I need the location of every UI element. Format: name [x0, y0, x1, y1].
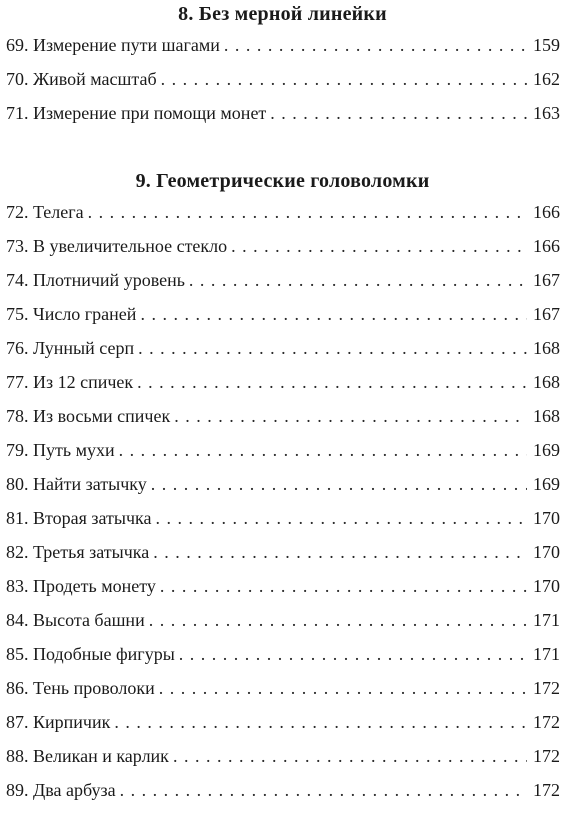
entry-page-number: 159: [533, 35, 560, 55]
toc-entry: [6, 67, 560, 91]
entry-title: [6, 778, 116, 802]
entry-number: 70.: [6, 69, 29, 89]
entry-page-number: 167: [533, 270, 560, 290]
entry-label: Живой масштаб: [33, 69, 157, 89]
entry-title: [6, 268, 185, 292]
entry-number: 88.: [6, 746, 29, 766]
entry-page-number: 172: [533, 712, 560, 732]
entry-number: 83.: [6, 576, 29, 596]
entry-label: Подобные фигуры: [33, 644, 175, 664]
entry-title: [6, 574, 156, 598]
toc-entry: [6, 234, 560, 258]
entry-label: Число граней: [33, 304, 137, 324]
dot-leader: [138, 336, 527, 360]
entry-number: 78.: [6, 406, 29, 426]
entry-label: Из 12 спичек: [33, 372, 134, 392]
entry-label: Плотничий уровень: [33, 270, 185, 290]
dot-leader: [153, 540, 527, 564]
entry-label: Третья затычка: [33, 542, 150, 562]
entry-title: [6, 540, 149, 564]
entry-number: 81.: [6, 508, 29, 528]
toc-entry: [6, 101, 560, 125]
dot-leader: [156, 506, 527, 530]
entry-page-number: 166: [533, 236, 560, 256]
entry-number: 69.: [6, 35, 29, 55]
toc-entry: [6, 200, 560, 224]
entry-label: Тень проволоки: [33, 678, 155, 698]
entry-page-number: 162: [533, 69, 560, 89]
entry-label: Из восьми спичек: [33, 406, 171, 426]
toc-entry: [6, 438, 560, 462]
entry-page-number: 170: [533, 576, 560, 596]
entry-title: [6, 370, 133, 394]
dot-leader: [174, 404, 527, 428]
dot-leader: [179, 642, 527, 666]
dot-leader: [231, 234, 527, 258]
section-heading: 9. Геометрические головоломки: [135, 170, 430, 192]
toc-entry: [6, 302, 560, 326]
toc-entry: [6, 676, 560, 700]
entry-number: 89.: [6, 780, 29, 800]
entry-page-number: 167: [533, 304, 560, 324]
entry-label: Измерение пути шагами: [33, 35, 220, 55]
entry-title: [6, 101, 266, 125]
dot-leader: [160, 574, 527, 598]
dot-leader: [137, 370, 527, 394]
entry-title: [6, 234, 227, 258]
entry-title: [6, 608, 145, 632]
entry-page-number: 172: [533, 678, 560, 698]
entry-page-number: 168: [533, 406, 560, 426]
dot-leader: [151, 472, 527, 496]
dot-leader: [189, 268, 527, 292]
entry-title: [6, 302, 136, 326]
dot-leader: [270, 101, 527, 125]
entry-title: [6, 67, 157, 91]
dot-leader: [161, 67, 527, 91]
entry-number: 73.: [6, 236, 29, 256]
entry-number: 84.: [6, 610, 29, 630]
entry-page-number: 171: [533, 610, 560, 630]
toc-entry: [6, 336, 560, 360]
toc-entry: [6, 642, 560, 666]
toc-entry: [6, 506, 560, 530]
dot-leader: [149, 608, 527, 632]
entry-label: Измерение при помощи монет: [33, 103, 267, 123]
entry-label: Великан и карлик: [33, 746, 169, 766]
toc-entry: [6, 472, 560, 496]
entry-title: [6, 676, 155, 700]
entry-title: [6, 336, 134, 360]
entry-number: 76.: [6, 338, 29, 358]
toc-entry: [6, 574, 560, 598]
entry-page-number: 170: [533, 508, 560, 528]
entry-number: 86.: [6, 678, 29, 698]
toc-entry: [6, 608, 560, 632]
entry-page-number: 166: [533, 202, 560, 222]
entry-number: 74.: [6, 270, 29, 290]
entry-page-number: 172: [533, 780, 560, 800]
toc-entry: [6, 540, 560, 564]
toc-entry: [6, 744, 560, 768]
entry-page-number: 168: [533, 372, 560, 392]
toc-entry: [6, 268, 560, 292]
dot-leader: [224, 33, 527, 57]
dot-leader: [114, 710, 527, 734]
entry-title: [6, 472, 147, 496]
section-heading: 8. Без мерной линейки: [178, 3, 387, 25]
toc-entry: [6, 370, 560, 394]
entry-number: 80.: [6, 474, 29, 494]
entry-label: Вторая затычка: [33, 508, 152, 528]
entry-label: Телега: [33, 202, 84, 222]
entry-number: 85.: [6, 644, 29, 664]
dot-leader: [140, 302, 527, 326]
toc-entry: [6, 404, 560, 428]
entry-label: Путь мухи: [33, 440, 115, 460]
entry-label: Лунный серп: [33, 338, 135, 358]
dot-leader: [88, 200, 527, 224]
entry-title: [6, 404, 170, 428]
entry-number: 82.: [6, 542, 29, 562]
toc-entry: [6, 710, 560, 734]
entry-title: [6, 710, 110, 734]
entry-label: Найти затычку: [33, 474, 147, 494]
dot-leader: [173, 744, 527, 768]
dot-leader: [159, 676, 527, 700]
entry-page-number: 171: [533, 644, 560, 664]
entry-number: 71.: [6, 103, 29, 123]
entry-label: Высота башни: [33, 610, 145, 630]
entry-page-number: 163: [533, 103, 560, 123]
toc-entry: [6, 778, 560, 802]
entry-label: Два арбуза: [33, 780, 116, 800]
dot-leader: [120, 778, 527, 802]
entry-number: 79.: [6, 440, 29, 460]
entry-page-number: 170: [533, 542, 560, 562]
entry-number: 77.: [6, 372, 29, 392]
entry-number: 72.: [6, 202, 29, 222]
entry-number: 87.: [6, 712, 29, 732]
entry-title: [6, 744, 169, 768]
entry-page-number: 169: [533, 440, 560, 460]
entry-title: [6, 642, 175, 666]
entry-title: [6, 33, 220, 57]
dot-leader: [119, 438, 527, 462]
entry-number: 75.: [6, 304, 29, 324]
entry-label: Кирпичик: [33, 712, 111, 732]
entry-page-number: 172: [533, 746, 560, 766]
entry-title: [6, 506, 152, 530]
entry-page-number: 169: [533, 474, 560, 494]
entry-page-number: 168: [533, 338, 560, 358]
entry-title: [6, 200, 84, 224]
toc-entry: [6, 33, 560, 57]
entry-title: [6, 438, 115, 462]
entry-label: В увеличительное стекло: [33, 236, 228, 256]
entry-label: Продеть монету: [33, 576, 156, 596]
